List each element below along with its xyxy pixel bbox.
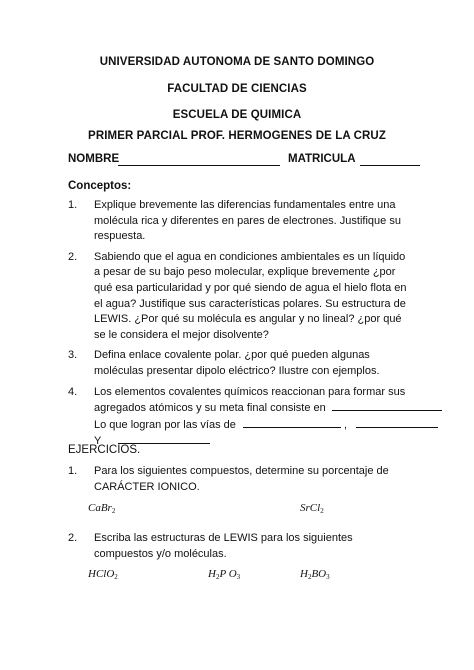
concepts-list [68,198,413,450]
id-label: MATRICULA [288,153,356,165]
exercise-2 [68,531,413,562]
concept-4-line1: Los elementos covalentes químicos reaccionan para formar sus [94,385,406,398]
formula-h2bo3 [300,568,330,581]
concept-number: 3. [68,349,78,362]
route-blank-line-2[interactable] [356,417,438,428]
concept-text: Defina enlace covalente polar. ¿por qué pueden algunas moléculas presentar dipolo eléctrico? Ilustre con ejemplos. [94,349,380,377]
formula-hclo2 [88,568,118,581]
route-blank-line-1[interactable] [243,417,341,428]
exercises-title: EJERCICIOS. [68,444,141,456]
concept-number: 1. [68,199,78,211]
concept-text: Explique brevemente las diferencias fundamentales entre una molécula rica y diferentes en pares de electrones. Justifique su respuesta. [94,199,401,243]
formula-h2po3 [208,568,240,581]
concept-4-line4 [94,433,413,450]
formula-subscript: 2 [111,507,116,515]
formula-part: H [208,568,216,580]
exercise-text: Para los siguientes compuestos, determine su porcentaje de CARÁCTER IONICO. [94,465,389,493]
exercise-item-2 [68,531,413,562]
concept-number: 2. [68,250,78,263]
exercise-text: Escriba las estructuras de LEWIS para los siguientes compuestos y/o moléculas. [94,532,353,560]
goal-blank-line[interactable] [332,400,442,411]
formula-subscript: 3 [236,573,241,581]
exercise-number: 2. [68,532,78,544]
concepts-title: Conceptos: [68,180,132,192]
concept-4-line3 [94,417,413,434]
formula-subscript: 2 [320,507,324,515]
exam-heading: PRIMER PARCIAL PROF. HERMOGENES DE LA CRUZ [88,130,386,142]
concept-4-line3-text: Lo que logran por las vías de [94,418,236,431]
concept-item-3 [68,348,413,379]
name-label: NOMBRE [68,153,120,165]
formula-base: HClO [88,568,115,580]
concept-item-4 [68,385,413,450]
concept-4-line4-text: Y [94,435,102,448]
concept-text: Sabiendo que el agua en condiciones ambientales es un líquido a pesar de su bajo peso molecular, explique brevemente ¿por qué esa particularidad y por qué siendo de agua el hielo flota en el agua? Justifique sus características polares. Su estructura de LEWIS. ¿Por qué su molécula es angular y no lineal? ¿por qué se le considera el mejor disolvente? [94,250,407,341]
formula-subscript: 3 [326,573,330,581]
formula-subscript: 2 [114,573,118,581]
university-heading: UNIVERSIDAD AUTONOMA DE SANTO DOMINGO [99,56,375,68]
school-heading: ESCUELA DE QUIMICA [172,109,302,121]
formula-part: P O [219,568,237,580]
formula-base: CaBr [88,502,112,514]
formula-subscript: 2 [215,573,220,581]
id-blank-line[interactable] [360,165,420,166]
formula-part: H [300,568,308,580]
name-blank-line[interactable] [118,165,280,166]
concept-item-1 [68,198,413,245]
concept-number: 4. [68,385,78,398]
formula-subscript: 2 [307,573,312,581]
concept-4-line2-text: agregados atómicos y su meta final consiste en [94,402,326,415]
formula-base: SrCl [300,502,321,514]
route-blank-line-3[interactable] [118,433,210,444]
formula-srcl2 [300,502,324,515]
exercise-1 [68,464,413,495]
exercise-item-1 [68,464,413,495]
formula-cabr2 [88,502,115,515]
faculty-heading: FACULTAD DE CIENCIAS [167,83,307,95]
concept-4-line2 [94,400,413,417]
comma-separator: , [344,418,348,431]
concept-item-2 [68,250,413,344]
exercise-number: 1. [68,465,78,477]
student-fields-row [68,153,428,169]
formula-part: BO [311,568,327,580]
